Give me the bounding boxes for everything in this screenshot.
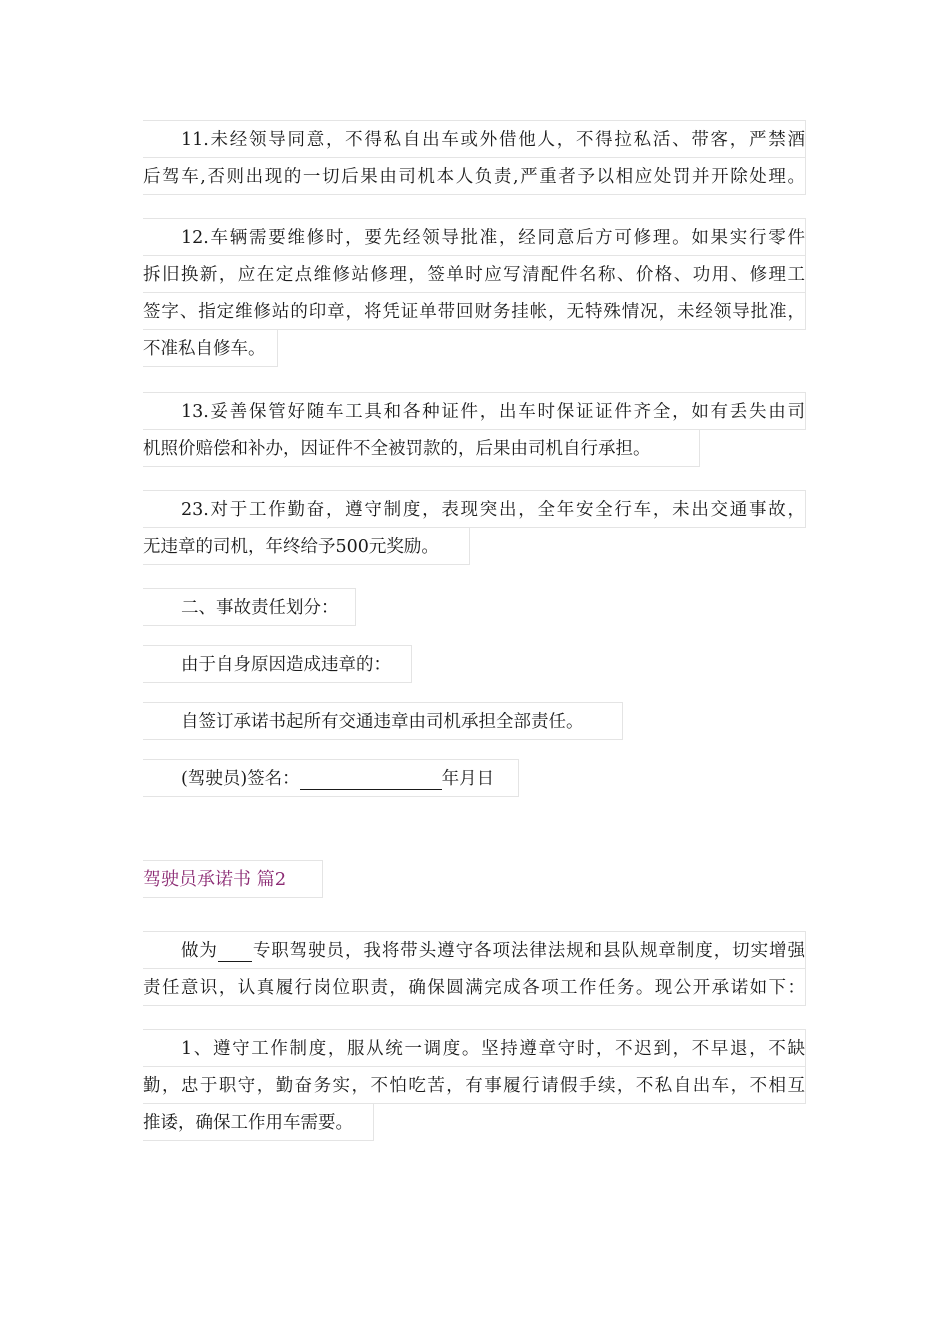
paragraph-12-line-3: 签字、指定维修站的印章，将凭证单带回财务挂帐，无特殊情况，未经领导批准，	[143, 292, 806, 330]
paragraph-11-line-2: 后驾车,否则出现的一切后果由司机本人负责,严重者予以相应处罚并开除处理。	[143, 157, 806, 195]
item-1-line-2: 勤，忠于职守，勤奋务实，不怕吃苦，有事履行请假手续，不私自出车，不相互	[143, 1066, 806, 1104]
intro-line-1	[143, 931, 806, 969]
signature-date: 年月日	[441, 769, 495, 789]
item-1-line-3: 推诿，确保工作用车需要。	[143, 1103, 374, 1141]
item-1-paragraph	[143, 1030, 806, 1141]
signature-blank[interactable]	[300, 769, 442, 790]
paragraph-11	[143, 121, 806, 195]
paragraph-12-line-2: 拆旧换新，应在定点维修站修理，签单时应写清配件名称、价格、功用、修理工	[143, 255, 806, 293]
paragraph-23-line-2: 无违章的司机，年终给予500元奖励。	[143, 527, 470, 565]
paragraph-13	[143, 393, 806, 467]
paragraph-12-line-1: 12.车辆需要维修时，要先经领导批准，经同意后方可修理。如果实行零件	[143, 218, 806, 256]
intro-blank[interactable]	[218, 941, 252, 962]
paragraph-23	[143, 491, 806, 565]
paragraph-23-line-1: 23.对于工作勤奋，遵守制度，表现突出，全年安全行车，未出交通事故，	[143, 490, 806, 528]
document-heading: 驾驶员承诺书 篇2	[143, 860, 323, 898]
paragraph-12-line-4: 不准私自修车。	[143, 329, 278, 367]
signature-label: (驾驶员)签名：	[181, 769, 300, 789]
intro-line-1-end: 专职驾驶员，我将带头遵守各项法律法规和县队规章制度，切实增强	[251, 941, 805, 961]
signature-line	[143, 759, 519, 797]
section-2-block	[143, 589, 806, 626]
responsibility-block	[143, 703, 806, 740]
item-1-line-1: 1、遵守工作制度，服从统一调度。坚持遵章守时，不迟到，不早退，不缺	[143, 1029, 806, 1067]
responsibility-text: 自签订承诺书起所有交通违章由司机承担全部责任。	[143, 702, 623, 740]
paragraph-11-line-1: 11.未经领导同意，不得私自出车或外借他人，不得拉私活、带客，严禁酒	[143, 120, 806, 158]
paragraph-13-line-1: 13.妥善保管好随车工具和各种证件，出车时保证证件齐全，如有丢失由司	[143, 392, 806, 430]
signature-block	[143, 760, 806, 797]
intro-paragraph	[143, 932, 806, 1006]
cause-text: 由于自身原因造成违章的：	[143, 645, 412, 683]
paragraph-12	[143, 219, 806, 367]
cause-block	[143, 646, 806, 683]
intro-line-1-start: 做为	[181, 941, 218, 961]
paragraph-13-line-2: 机照价赔偿和补办，因证件不全被罚款的，后果由司机自行承担。	[143, 429, 700, 467]
section-heading: 二、事故责任划分：	[143, 588, 356, 626]
intro-line-2: 责任意识，认真履行岗位职责，确保圆满完成各项工作任务。现公开承诺如下：	[143, 968, 806, 1006]
heading-2-block	[143, 861, 806, 898]
